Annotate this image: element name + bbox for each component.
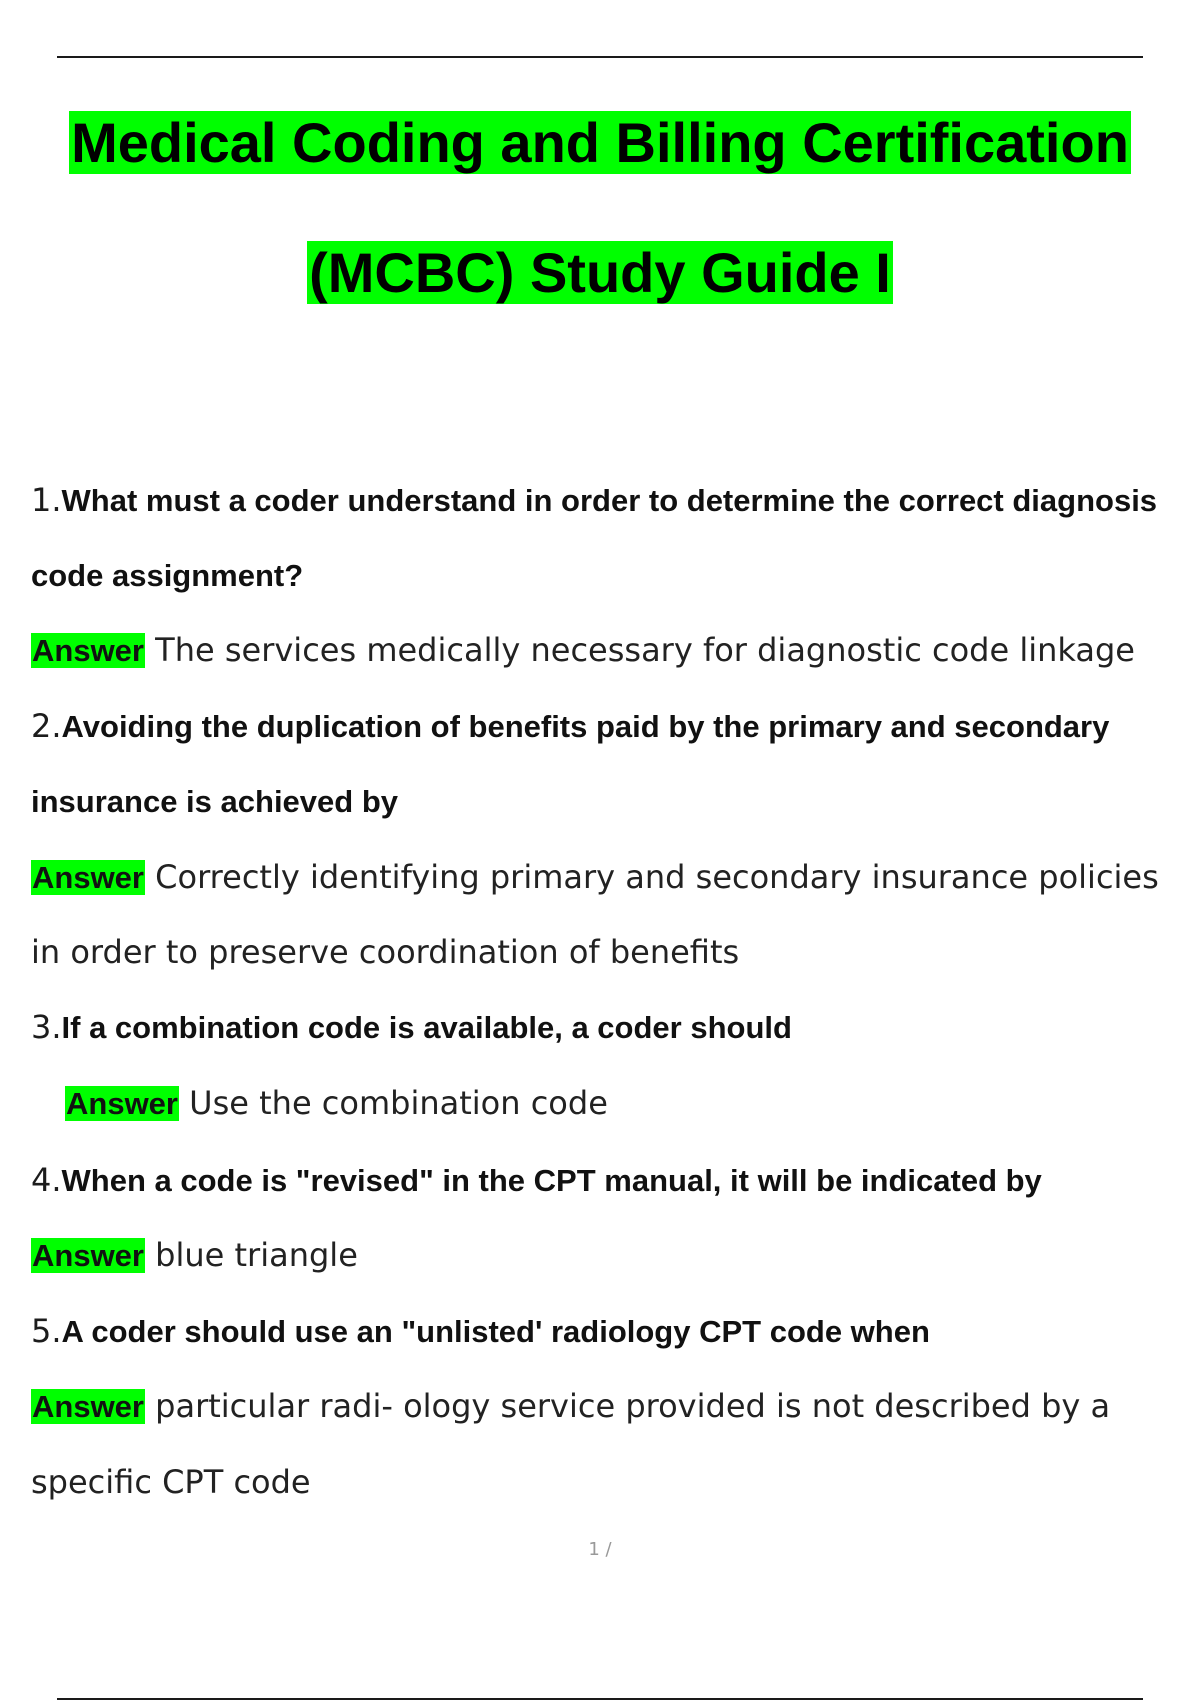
- answer-label: Answer: [32, 633, 144, 668]
- question-1: 1.What must a coder understand in order to determine the correct diagnosis: [31, 481, 1158, 519]
- question-4: 4.When a code is "revised" in the CPT manual, it will be indicated by: [31, 1161, 1042, 1199]
- answer-label: Answer: [66, 1086, 178, 1121]
- question-3: 3.If a combination code is available, a coder should: [31, 1008, 792, 1046]
- answer-2: Answer Correctly identifying primary and secondary insurance policies: [32, 858, 1159, 896]
- question-2: 2.Avoiding the duplication of benefits paid by the primary and secondary: [31, 707, 1110, 745]
- answer-4: Answer blue triangle: [32, 1236, 358, 1274]
- answer-label: Answer: [32, 1238, 144, 1273]
- question-5: 5.A coder should use an "unlisted' radiology CPT code when: [31, 1312, 930, 1350]
- answer-label: Answer: [32, 1389, 144, 1424]
- document-title-line-2: (MCBC) Study Guide I: [309, 241, 891, 304]
- answer-5-cont: specific CPT code: [31, 1463, 311, 1501]
- answer-1: Answer The services medically necessary for diagnostic code linkage: [32, 631, 1135, 669]
- document-title-line-1: Medical Coding and Billing Certification: [71, 111, 1129, 174]
- answer-2-cont: in order to preserve coordination of benefits: [31, 933, 740, 971]
- answer-label: Answer: [32, 860, 144, 895]
- answer-3: Answer Use the combination code: [66, 1084, 608, 1122]
- answer-5: Answer particular radi- ology service provided is not described by a: [32, 1387, 1111, 1425]
- top-rule: [57, 56, 1143, 58]
- question-2-cont: insurance is achieved by: [31, 784, 399, 819]
- page-number: 1 /: [588, 1539, 612, 1560]
- question-1-cont: code assignment?: [31, 558, 304, 593]
